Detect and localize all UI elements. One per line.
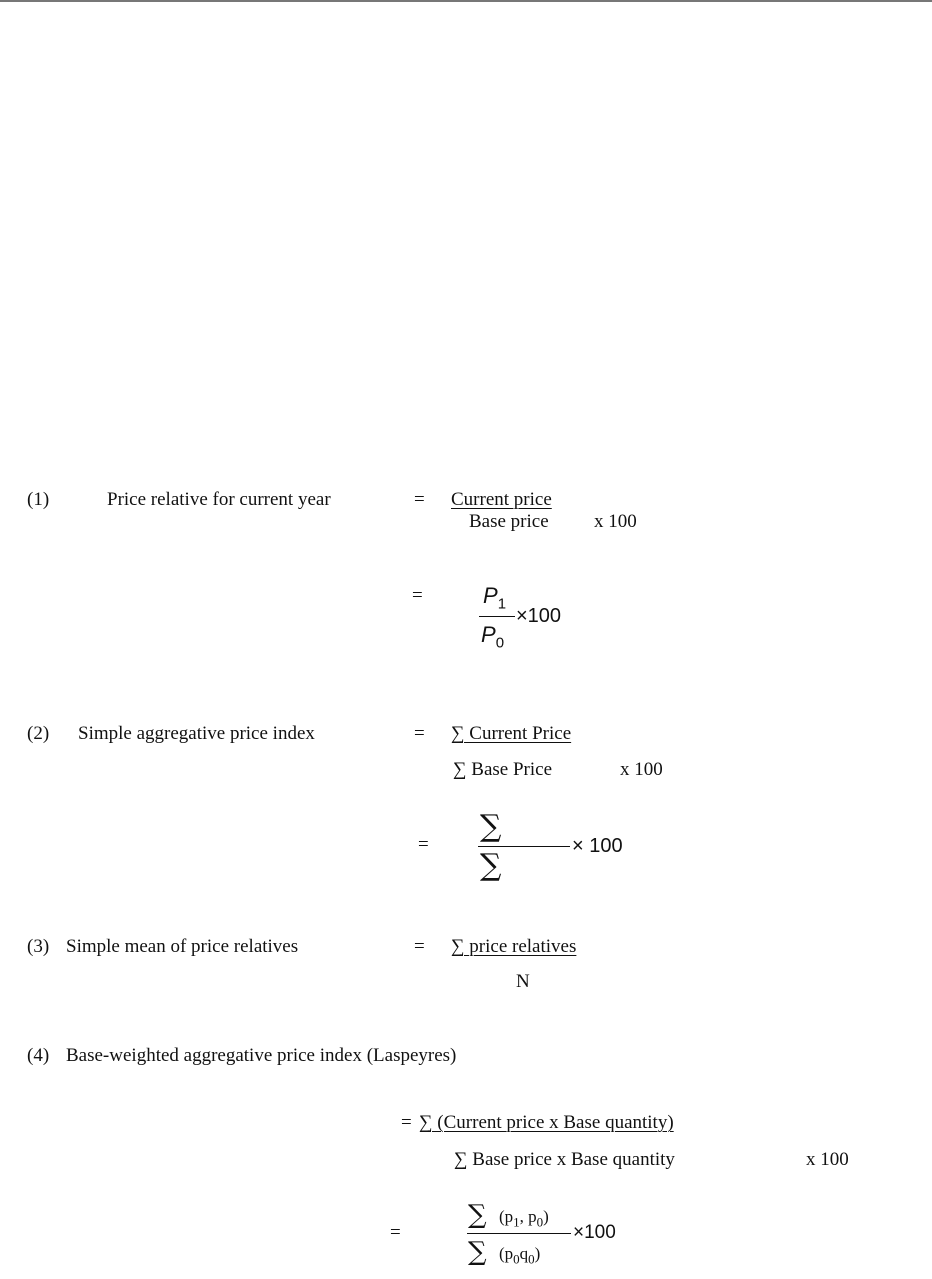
formula-4-sigma-numerator: ∑	[468, 1200, 487, 1230]
top-rule	[0, 0, 932, 2]
formula-3-denominator: N	[516, 971, 530, 992]
formula-1-number: (1)	[27, 489, 50, 510]
formula-4-paren-numerator: ($p_1$, $p_0$)	[499, 1207, 549, 1230]
formula-4-equals: =	[401, 1112, 412, 1133]
formula-2-numerator: ∑ Current Price	[451, 723, 572, 744]
formula-1-symbol-times: ×100	[516, 605, 562, 627]
formula-2-fraction-bar	[478, 846, 570, 847]
formula-3-equals: =	[414, 936, 425, 957]
formula-1-symbol-numerator: $P_1$	[483, 583, 507, 613]
formula-2-symbol-times: × 100	[572, 835, 623, 857]
formula-2-equals-2: =	[418, 834, 429, 855]
formula-3-number: (3)	[27, 936, 50, 957]
formula-2-sigma-denominator: ∑	[480, 848, 502, 883]
formula-1-times-100: x 100	[594, 511, 637, 532]
formula-2-number: (2)	[27, 723, 50, 744]
formula-4-denominator: ∑ Base price x Base quantity	[454, 1149, 675, 1170]
formula-4-numerator: ∑ (Current price x Base quantity)	[419, 1112, 674, 1133]
formula-2-denominator: ∑ Base Price	[453, 759, 553, 780]
formula-4-number: (4)	[27, 1045, 50, 1066]
formula-4-equals-2: =	[390, 1222, 401, 1243]
formula-4-sigma-denominator: ∑	[468, 1237, 487, 1267]
formula-1-numerator: Current price	[451, 489, 552, 510]
formula-3-numerator: ∑ price relatives	[451, 936, 577, 957]
formula-4-fraction-bar	[467, 1233, 571, 1234]
formula-2-times-100: x 100	[620, 759, 663, 780]
formula-1-equals-2: =	[412, 585, 423, 606]
formula-4-times-100: x 100	[806, 1149, 849, 1170]
formula-1-equals: =	[414, 489, 425, 510]
formula-1-fraction-bar	[479, 616, 515, 617]
formula-1-symbol-denominator: $P_0$	[481, 622, 505, 652]
formula-2-label: Simple aggregative price index	[78, 723, 315, 744]
formula-4-paren-denominator: $(p_0q_0)$	[499, 1244, 541, 1267]
formula-4-symbol-times: ×100	[573, 1222, 616, 1243]
formula-2-sigma-numerator: ∑	[480, 809, 502, 844]
formula-3-label: Simple mean of price relatives	[66, 936, 299, 957]
formula-4-label: Base-weighted aggregative price index (Laspeyres)	[66, 1045, 457, 1066]
formula-2-equals: =	[414, 723, 425, 744]
formula-1-label: Price relative for current year	[107, 489, 331, 510]
formula-1-denominator: Base price	[469, 511, 549, 532]
